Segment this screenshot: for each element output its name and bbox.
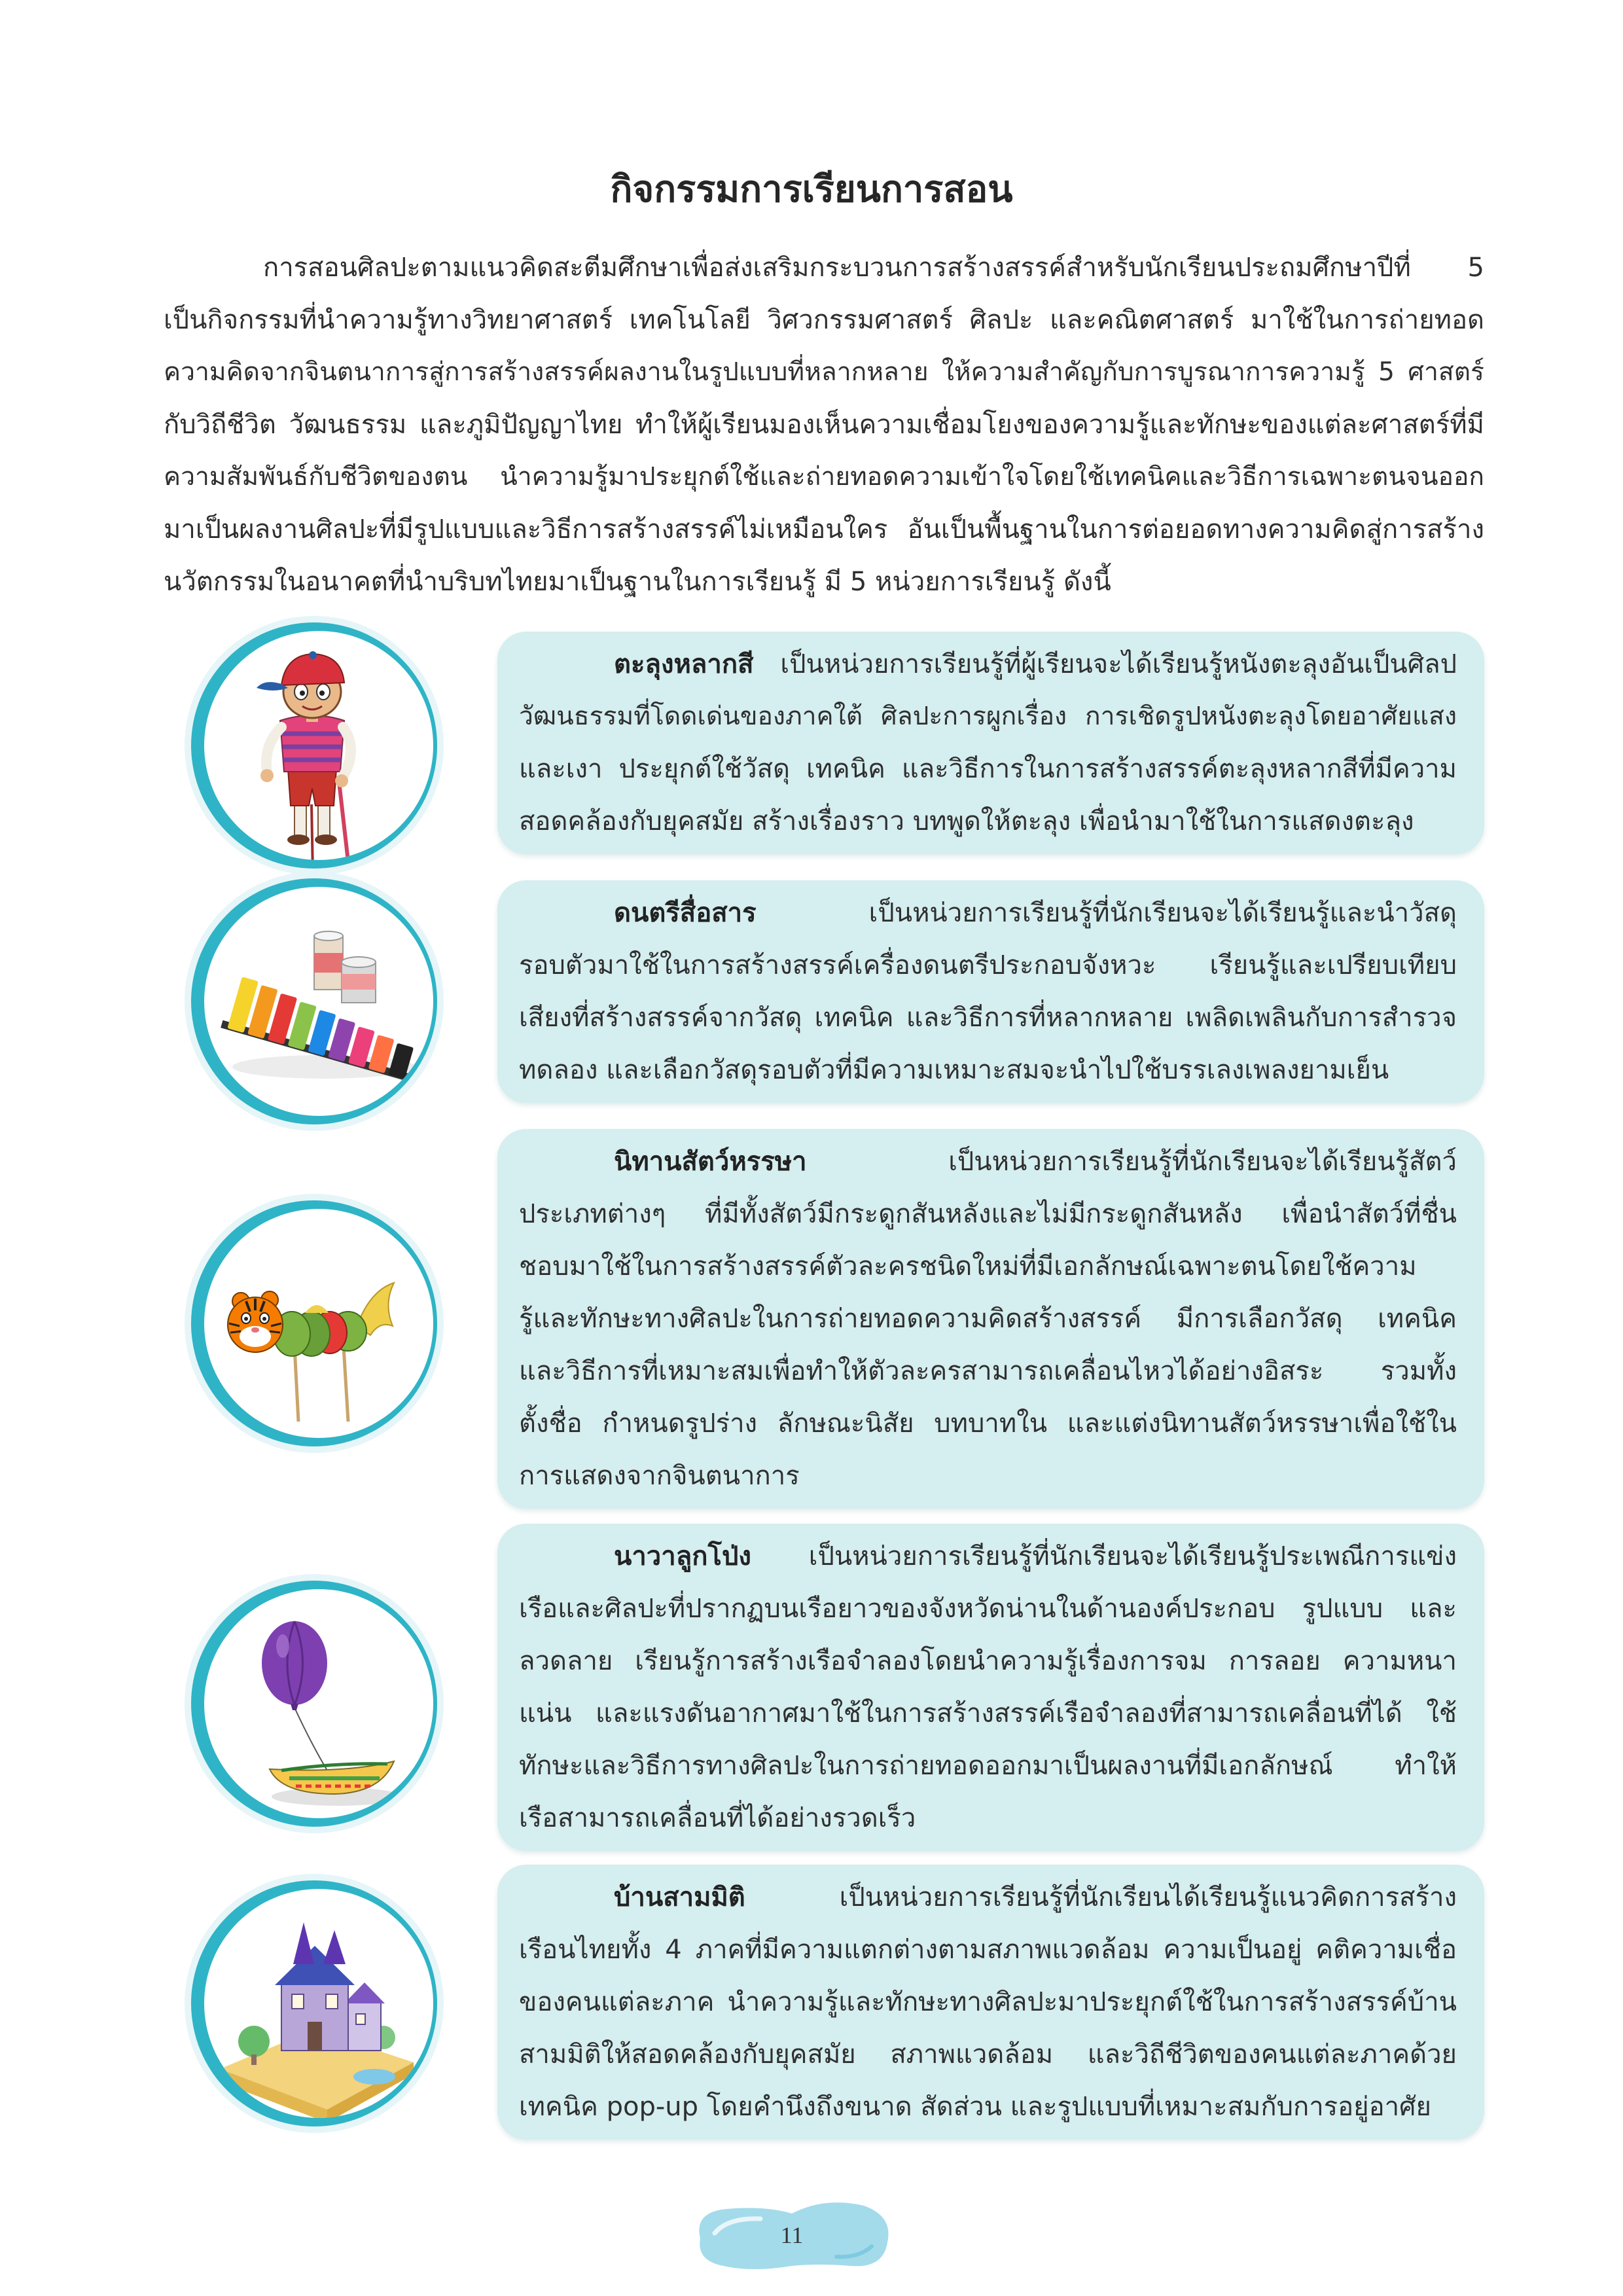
unit-text-line: เสียงที่สร้างสรรค์จากวัสดุ เทคนิค และวิธีการที่หลากหลาย เพลิดเพลินกับการสำรวจ: [519, 1003, 1457, 1033]
unit-text-line: สอดคล้องกับยุคสมัย สร้างเรื่องราว บทพูดให้ตะลุง เพื่อนำมาใช้ในการแสดงตะลุง: [519, 806, 1414, 836]
balloon-boat-image: [183, 1573, 445, 1835]
unit-text-line: วัฒนธรรมที่โดดเด่นของภาคใต้ ศิลปะการผูกเรื่อง การเชิดรูปหนังตะลุงโดยอาศัยแสง: [519, 702, 1457, 731]
unit-title: บ้านสามมิติ: [614, 1882, 745, 1912]
unit-text: เป็นหน่วยการเรียนรู้ที่นักเรียนจะได้เรียนรู้สัตว์: [948, 1147, 1457, 1177]
intro-line: นวัตกรรมในอนาคตที่นำบริบทไทยมาเป็นฐานในการเรียนรู้ มี 5 หน่วยการเรียนรู้ ดังนี้: [164, 567, 1111, 597]
intro-line: เป็นกิจกรรมที่นำความรู้ทางวิทยาศาสตร์ เทคโนโลยี วิศวกรรมศาสตร์ ศิลปะ และคณิตศาสตร์ มาใช้ในการถ่ายทอด: [164, 305, 1484, 335]
xylophone-image: [183, 870, 445, 1132]
unit-text: เป็นหน่วยการเรียนรู้ที่นักเรียนได้เรียนรู้แนวคิดการสร้าง: [839, 1882, 1457, 1912]
intro-line: ความคิดจากจินตนาการสู่การสร้างสรรค์ผลงานในรูปแบบที่หลากหลาย ให้ความสำคัญกับการบูรณาการความรู้ 5 ศาสตร์: [164, 357, 1484, 387]
unit-text-line: ประเภทต่างๆ ที่มีทั้งสัตว์มีกระดูกสันหลังและไม่มีกระดูกสันหลัง เพื่อนำสัตว์ที่ชื่น: [519, 1199, 1457, 1229]
unit-text-line: และวิธีการที่เหมาะสมเพื่อทำให้ตัวละครสามารถเคลื่อนไหวได้อย่างอิสระ รวมทั้ง: [519, 1356, 1457, 1386]
unit-text-line: [519, 638, 1457, 691]
unit-text-line: [519, 1530, 1457, 1583]
unit-text: เป็นหน่วยการเรียนรู้ที่นักเรียนจะได้เรียนรู้และนำวัสดุ: [868, 898, 1457, 928]
unit-text-line: สามมิติให้สอดคล้องกับยุคสมัย สภาพแวดล้อม และวิถีชีวิตของคนแต่ละภาคด้วย: [519, 2039, 1457, 2070]
intro-paragraph: [164, 242, 1484, 608]
unit-text-line: ของคนแต่ละภาค นำความรู้และทักษะทางศิลปะมาประยุกต์ใช้ในการสร้างสรรค์บ้าน: [519, 1987, 1457, 2017]
unit-title: นาวาลูกโป่ง: [614, 1541, 751, 1571]
unit-text-line: แน่น และแรงดันอากาศมาใช้ในการสร้างสรรค์เรือจำลองที่สามารถเคลื่อนที่ได้ ใช้: [519, 1698, 1457, 1729]
unit-text-line: [519, 1136, 1457, 1188]
popup-house-image: [183, 1873, 445, 2134]
unit-text-line: [519, 1871, 1457, 1924]
intro-line: มาเป็นผลงานศิลปะที่มีรูปแบบและวิธีการสร้างสรรค์ไม่เหมือนใคร อันเป็นพื้นฐานในการต่อยอดทางความคิดสู่การสร้าง: [164, 514, 1484, 545]
unit-text: เป็นหน่วยการเรียนรู้ที่นักเรียนจะได้เรียนรู้ประเพณีการแข่ง: [808, 1541, 1457, 1571]
unit-title: ดนตรีสื่อสาร: [614, 898, 757, 928]
intro-line: กับวิถีชีวิต วัฒนธรรม และภูมิปัญญาไทย ทำให้ผู้เรียนมองเห็นความเชื่อมโยงของความรู้และทักษะของแต่ละศาสตร์ที่มี: [164, 410, 1484, 440]
unit-text-line: ลวดลาย เรียนรู้การสร้างเรือจำลองโดยนำความรู้เรื่องการจม การลอย ความหนา: [519, 1646, 1457, 1676]
unit-text-line: ชอบมาใช้ในการสร้างสรรค์ตัวละครชนิดใหม่ที่มีเอกลักษณ์เฉพาะตนโดยใช้ความ: [519, 1251, 1417, 1282]
unit-text-line: [519, 887, 1457, 939]
tiger-fish-puppet-image: [183, 1193, 445, 1454]
unit-text: เป็นหน่วยการเรียนรู้ที่ผู้เรียนจะได้เรียนรู้หนังตะลุงอันเป็นศิลป: [780, 649, 1457, 679]
shadow-puppet-image: [183, 615, 445, 876]
unit-card-balloon-boat: [497, 1524, 1484, 1851]
unit-text-line: การแสดงจากจินตนาการ: [519, 1461, 800, 1491]
unit-text-line: และเงา ประยุกต์ใช้วัสดุ เทคนิค และวิธีการในการสร้างสรรค์ตะลุงหลากสีที่มีความ: [519, 754, 1457, 784]
page-number: 11: [780, 2222, 804, 2248]
intro-line: ความสัมพันธ์กับชีวิตของตน นำความรู้มาประยุกต์ใช้และถ่ายทอดความเข้าใจโดยใช้เทคนิคและวิธีการเฉพาะตนจนออก: [164, 462, 1484, 492]
unit-text-line: เทคนิค pop-up โดยคำนึงถึงขนาด สัดส่วน และรูปแบบที่เหมาะสมกับการอยู่อาศัย: [519, 2092, 1431, 2122]
unit-card-fun-animal-tales: [497, 1129, 1484, 1509]
unit-text-line: รอบตัวมาใช้ในการสร้างสรรค์เครื่องดนตรีประกอบจังหวะ เรียนรู้และเปรียบเทียบ: [519, 950, 1457, 980]
unit-title: นิทานสัตว์หรรษา: [614, 1147, 807, 1177]
unit-text-line: ตั้งชื่อ กำหนดรูปร่าง ลักษณะนิสัย บทบาทใน และแต่งนิทานสัตว์หรรษาเพื่อใช้ใน: [519, 1408, 1457, 1439]
unit-card-communication-music: [497, 880, 1484, 1103]
page-title: กิจกรรมการเรียนการสอน: [610, 168, 1013, 211]
unit-text-line: ทดลอง และเลือกวัสดุรอบตัวที่มีความเหมาะสมจะนำไปใช้บรรเลงเพลงยามเย็น: [519, 1055, 1389, 1085]
intro-line: การสอนศิลปะตามแนวคิดสะตีมศึกษาเพื่อส่งเสริมกระบวนการสร้างสรรค์สำหรับนักเรียนประถมศึกษาปีที่ 5: [263, 253, 1484, 283]
unit-text-line: เรือนไทยทั้ง 4 ภาคที่มีความแตกต่างตามสภาพแวดล้อม ความเป็นอยู่ คติความเชื่อ: [519, 1935, 1457, 1965]
unit-text-line: รู้และทักษะทางศิลปะในการถ่ายทอดความคิดสร้างสรรค์ มีการเลือกวัสดุ เทคนิค: [519, 1304, 1457, 1334]
unit-text-line: ทักษะและวิธีการทางศิลปะในการถ่ายทอดออกมาเป็นผลงานที่มีเอกลักษณ์ ทำให้: [519, 1751, 1457, 1781]
unit-text-line: เรือและศิลปะที่ปรากฏบนเรือยาวของจังหวัดน่านในด้านองค์ประกอบ รูปแบบ และ: [519, 1594, 1457, 1624]
unit-title: ตะลุงหลากสี: [614, 649, 754, 679]
unit-card-3d-house: [497, 1865, 1484, 2140]
unit-card-colorful-shadow-puppet: [497, 632, 1484, 854]
unit-text-line: เรือสามารถเคลื่อนที่ได้อย่างรวดเร็ว: [519, 1803, 916, 1833]
